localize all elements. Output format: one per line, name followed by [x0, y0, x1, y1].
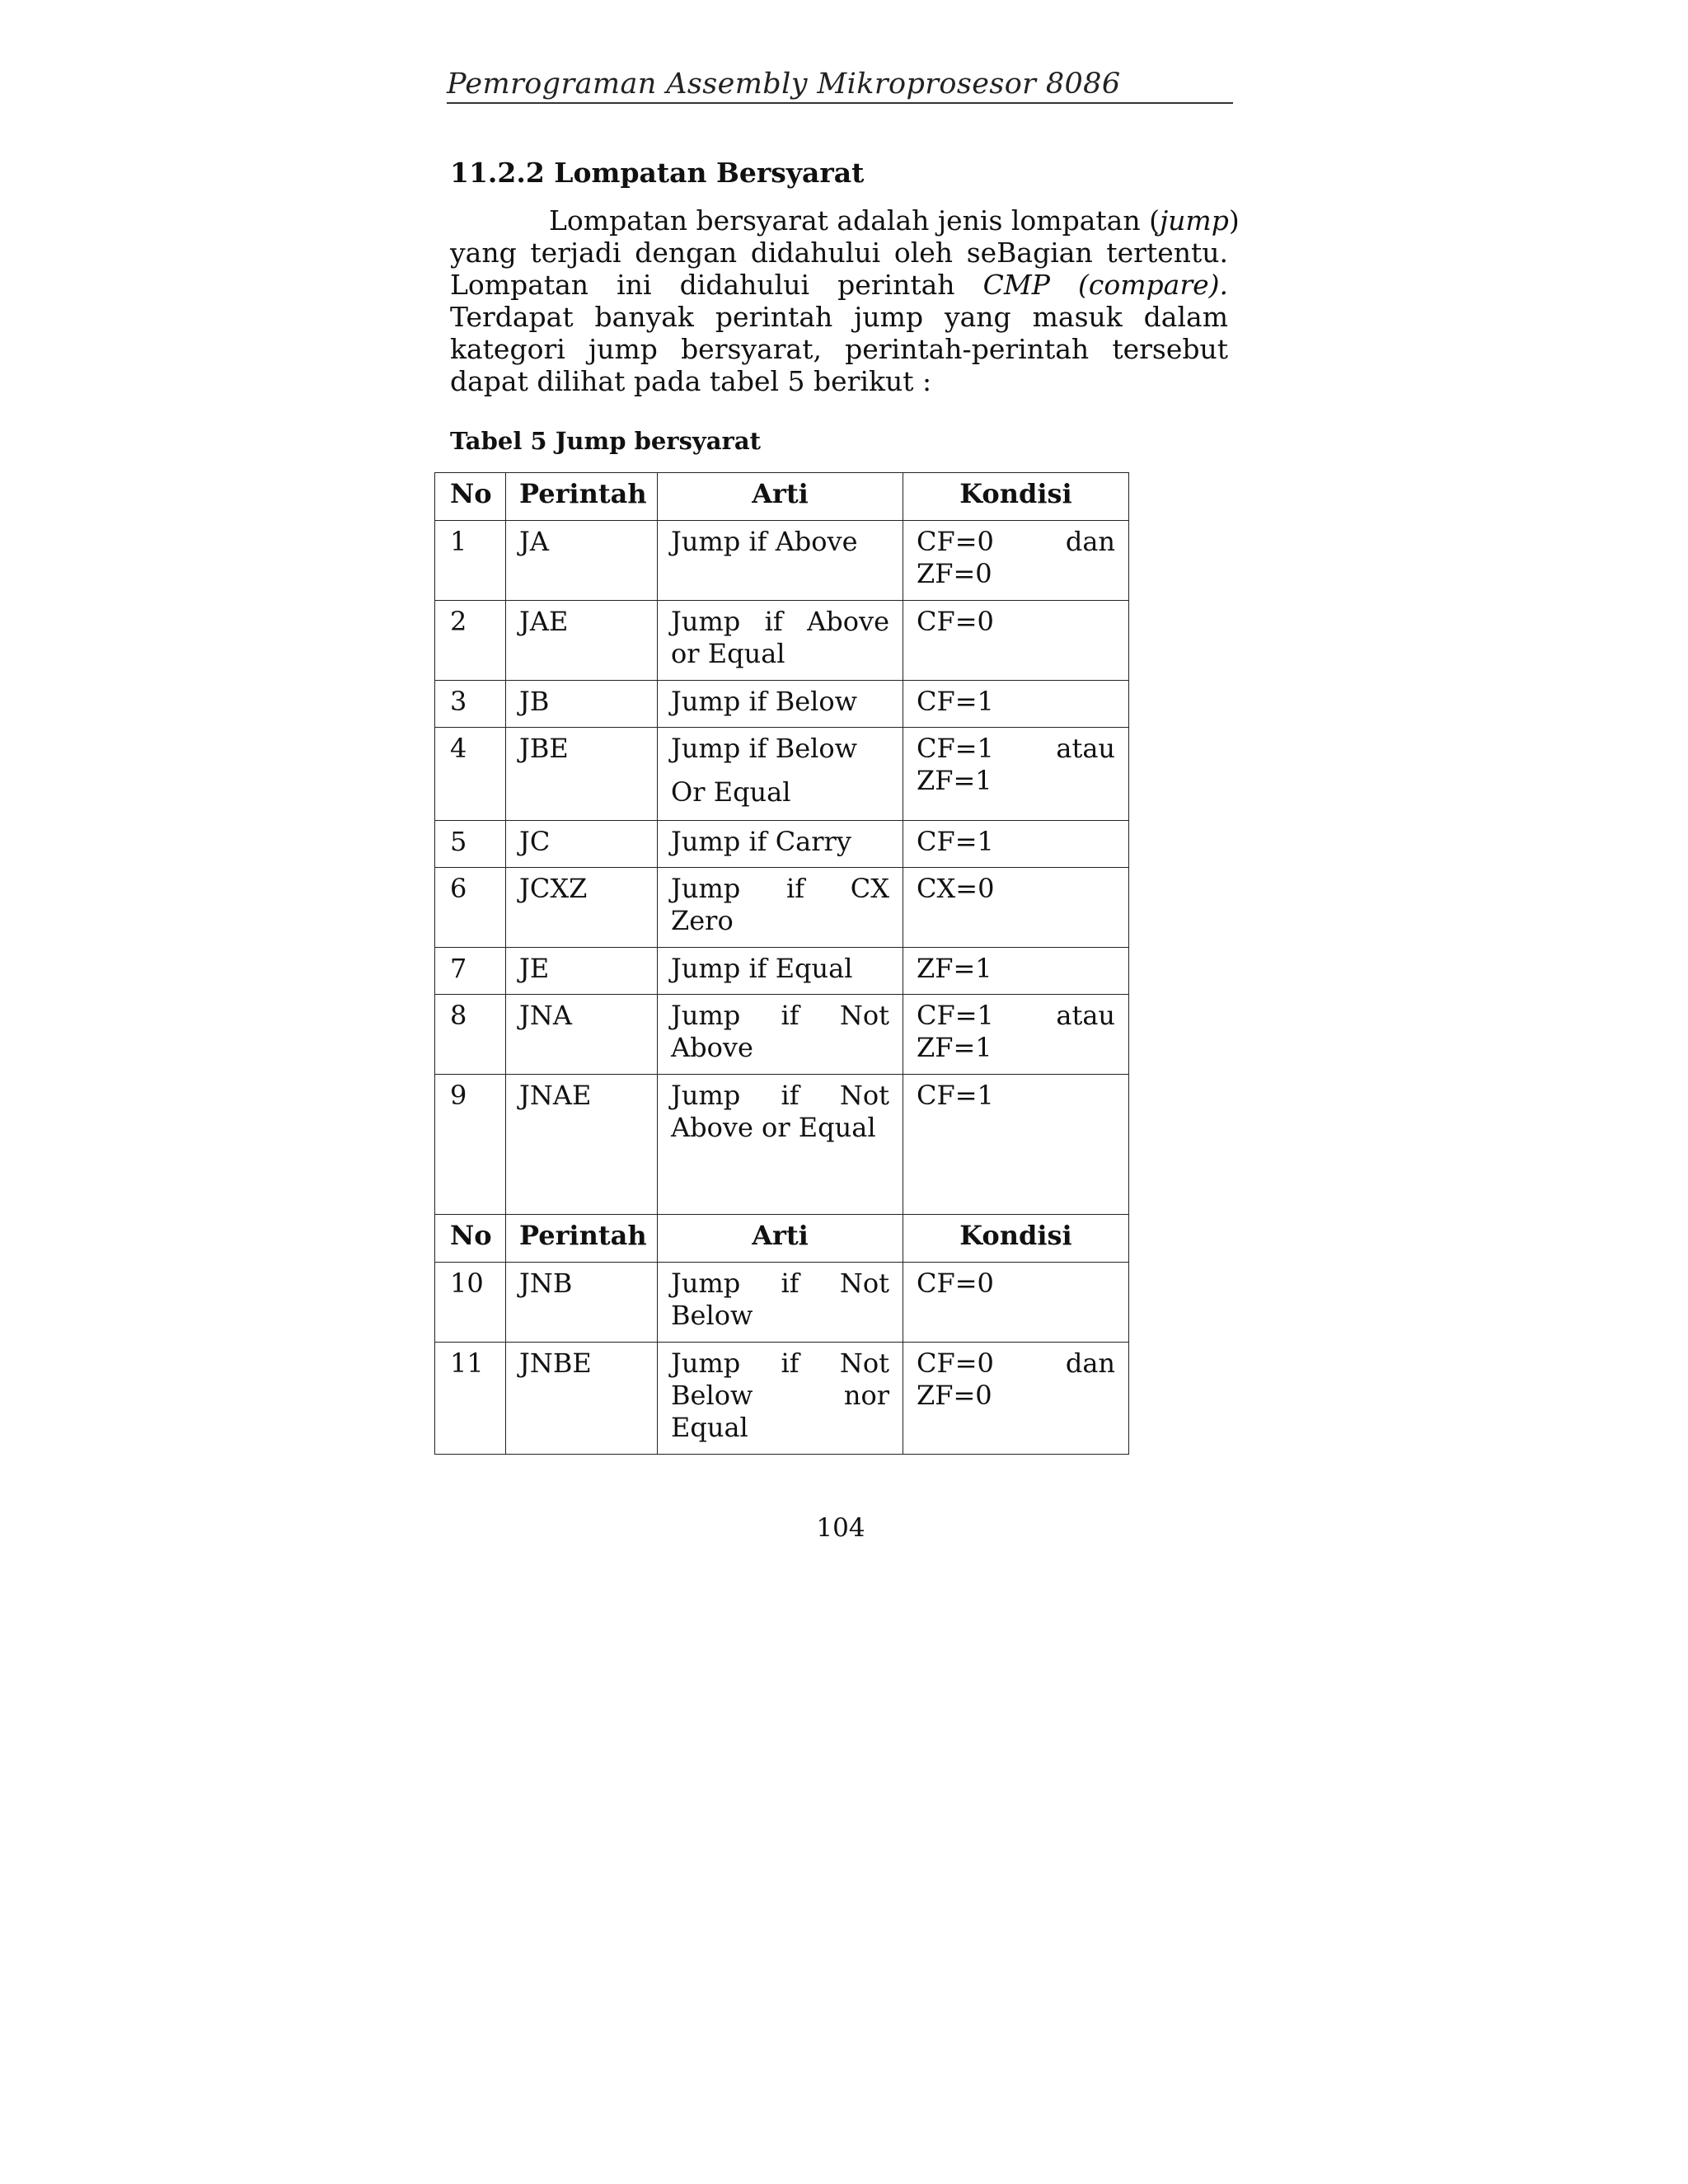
- cell-kondisi: ZF=1: [903, 948, 1129, 995]
- section-heading: 11.2.2 Lompatan Bersyarat: [450, 157, 865, 189]
- paragraph-line: Lompatan ini didahului perintah CMP (compare).: [450, 269, 1228, 301]
- table-row: [435, 868, 1129, 948]
- cell-perintah: JBE: [506, 728, 658, 821]
- cell-kondisi: CF=1: [903, 681, 1129, 728]
- cell-perintah: JA: [506, 521, 658, 601]
- cell-no: 6: [435, 868, 506, 948]
- running-header-title: Pemrograman Assembly Mikroprosesor 8086: [447, 68, 1121, 101]
- cell-arti: Jump if Carry: [658, 821, 903, 868]
- cell-no: 3: [435, 681, 506, 728]
- cell-kondisi: CF=0 dan ZF=0: [903, 521, 1129, 601]
- cell-perintah: JNBE: [506, 1343, 658, 1455]
- header-arti: Arti: [658, 473, 903, 521]
- cell-perintah: JCXZ: [506, 868, 658, 948]
- cell-perintah: JB: [506, 681, 658, 728]
- header-perintah: Perintah: [506, 473, 658, 521]
- header-kondisi: Kondisi: [903, 473, 1129, 521]
- cell-kondisi: CF=1 atau ZF=1: [903, 995, 1129, 1075]
- cell-no: 7: [435, 948, 506, 995]
- cell-no: 10: [435, 1263, 506, 1343]
- table-header-row: [435, 473, 1129, 521]
- header-arti: Arti: [658, 1215, 903, 1263]
- cell-arti: Jump if Above: [658, 521, 903, 601]
- body-paragraph: [450, 204, 1240, 397]
- cell-arti: Jump if Equal: [658, 948, 903, 995]
- table-row: [435, 1075, 1129, 1215]
- paragraph-line: Terdapat banyak perintah jump yang masuk dalam: [450, 301, 1228, 333]
- cell-kondisi: CF=1: [903, 1075, 1129, 1215]
- table-row: [435, 1263, 1129, 1343]
- cell-perintah: JE: [506, 948, 658, 995]
- jump-table: [434, 472, 1129, 1455]
- cell-arti: Jump if Below: [658, 681, 903, 728]
- page-number: 104: [816, 1513, 865, 1543]
- cell-no: 9: [435, 1075, 506, 1215]
- header-no: No: [435, 473, 506, 521]
- cell-arti: Jump if Not Below: [658, 1263, 903, 1343]
- cell-perintah: JNA: [506, 995, 658, 1075]
- cell-kondisi: CF=0: [903, 1263, 1129, 1343]
- italic-term: jump: [1159, 204, 1229, 237]
- table-row: [435, 948, 1129, 995]
- table-row: [435, 728, 1129, 821]
- table-row: [435, 995, 1129, 1075]
- cell-arti: Jump if CX Zero: [658, 868, 903, 948]
- cell-perintah: JC: [506, 821, 658, 868]
- header-perintah: Perintah: [506, 1215, 658, 1263]
- cell-arti: Jump if Not Below nor Equal: [658, 1343, 903, 1455]
- table-caption: Tabel 5 Jump bersyarat: [450, 427, 762, 455]
- paragraph-line: Lompatan bersyarat adalah jenis lompatan (jump): [549, 204, 1240, 237]
- table-row: [435, 821, 1129, 868]
- header-no: No: [435, 1215, 506, 1263]
- cell-no: 11: [435, 1343, 506, 1455]
- table-row: [435, 681, 1129, 728]
- cell-perintah: JAE: [506, 601, 658, 681]
- cell-perintah: JNAE: [506, 1075, 658, 1215]
- cell-no: 4: [435, 728, 506, 821]
- cell-arti: Jump if Above or Equal: [658, 601, 903, 681]
- cell-kondisi: CF=0 dan ZF=0: [903, 1343, 1129, 1455]
- cell-kondisi: CF=1: [903, 821, 1129, 868]
- cell-arti: Jump if Below Or Equal: [658, 728, 903, 821]
- cell-kondisi: CF=0: [903, 601, 1129, 681]
- table-header-row-repeat: [435, 1215, 1129, 1263]
- cell-kondisi: CX=0: [903, 868, 1129, 948]
- cell-perintah: JNB: [506, 1263, 658, 1343]
- cell-kondisi: CF=1 atau ZF=1: [903, 728, 1129, 821]
- header-kondisi: Kondisi: [903, 1215, 1129, 1263]
- cell-no: 8: [435, 995, 506, 1075]
- cell-no: 2: [435, 601, 506, 681]
- paragraph-line: yang terjadi dengan didahului oleh seBagian tertentu.: [450, 237, 1228, 269]
- table-row: [435, 1343, 1129, 1455]
- cell-arti: Jump if Not Above: [658, 995, 903, 1075]
- cell-no: 5: [435, 821, 506, 868]
- paragraph-line: kategori jump bersyarat, perintah-perintah tersebut: [450, 333, 1228, 365]
- cell-arti: Jump if Not Above or Equal: [658, 1075, 903, 1215]
- cell-no: 1: [435, 521, 506, 601]
- table-row: [435, 601, 1129, 681]
- italic-term: CMP (compare).: [982, 269, 1228, 301]
- paragraph-line: dapat dilihat pada tabel 5 berikut :: [450, 365, 932, 397]
- header-rule: [447, 102, 1233, 104]
- table-row: [435, 521, 1129, 601]
